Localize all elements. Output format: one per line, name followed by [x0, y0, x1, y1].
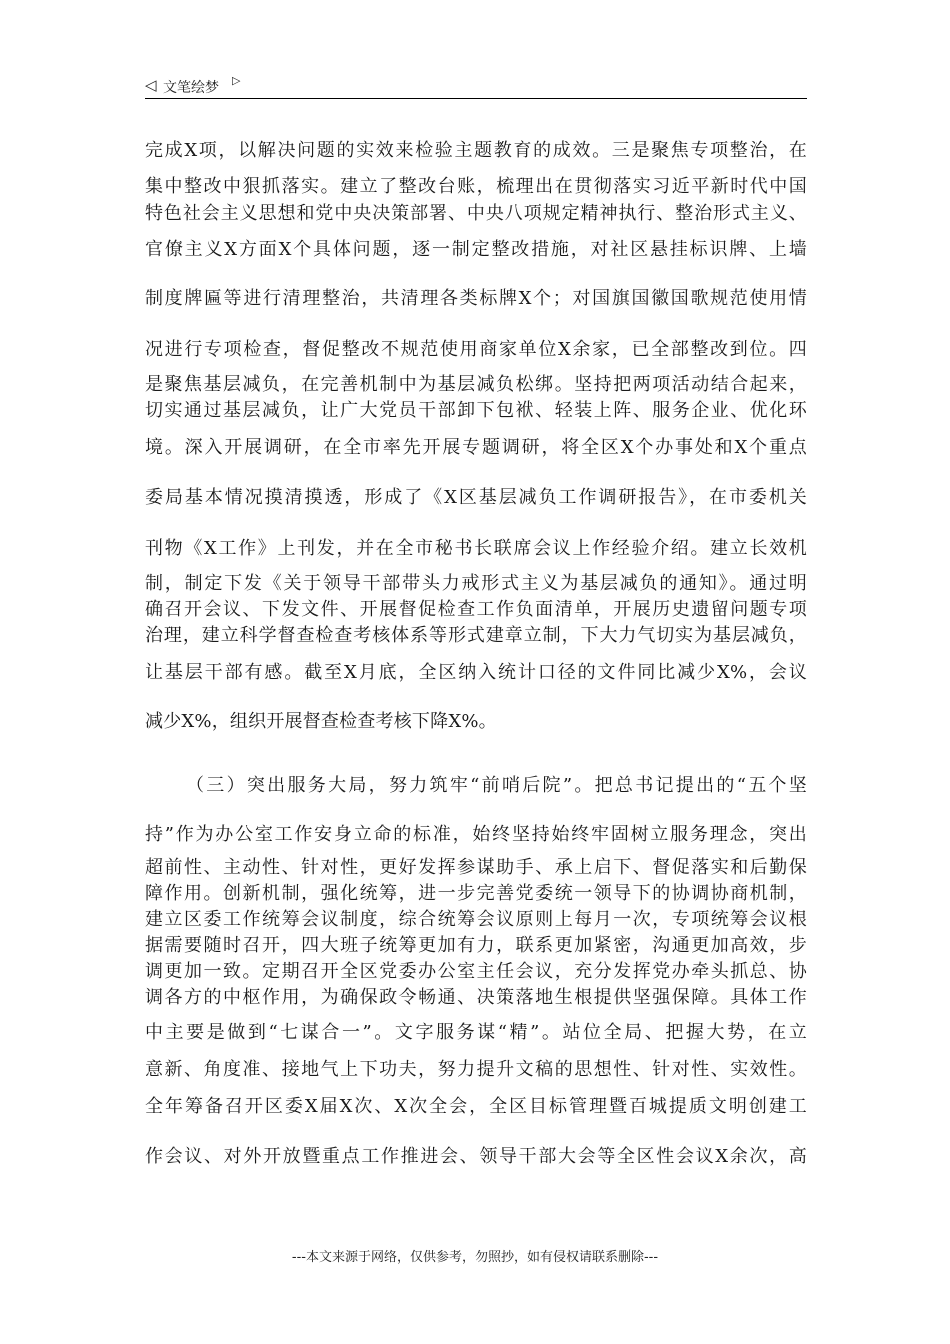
body-line: 减少X%，组织开展督查检查考核下降X%。 [145, 711, 497, 732]
body-line: 治理，建立科学督查检查考核体系等形式建章立制，下大力气切实为基层减负， [145, 625, 807, 646]
right-triangle-icon: ▷ [232, 74, 241, 87]
body-line: 让基层干部有感。截至X月底，全区纳入统计口径的文件同比减少X%，会议 [145, 662, 807, 683]
body-line: 制，制定下发《关于领导干部带头力戒形式主义为基层减负的通知》。通过明 [145, 573, 807, 594]
section-heading-line: （三）突出服务大局，努力筑牢“前哨后院”。把总书记提出的“五个坚 [186, 775, 807, 796]
left-triangle-icon: ◁ [145, 76, 157, 94]
body-line: 刊物《X工作》上刊发，并在全市秘书长联席会议上作经验介绍。建立长效机 [145, 538, 807, 559]
body-line: 据需要随时召开，四大班子统筹更加有力，联系更加紧密，沟通更加高效，步 [145, 935, 807, 956]
body-line: 委局基本情况摸清摸透，形成了《X区基层减负工作调研报告》，在市委机关 [145, 487, 807, 508]
body-line: 调更加一致。定期召开全区党委办公室主任会议，充分发挥党办牵头抓总、协 [145, 961, 807, 982]
body-line: 集中整改中狠抓落实。建立了整改台账，梳理出在贯彻落实习近平新时代中国 [145, 176, 807, 197]
body-line: 作会议、对外开放暨重点工作推进会、领导干部大会等全区性会议X余次，高 [145, 1146, 807, 1167]
body-line: 确召开会议、下发文件、开展督促检查工作负面清单，开展历史遗留问题专项 [145, 599, 807, 620]
body-line: 全年筹备召开区委X届X次、X次全会，全区目标管理暨百城提质文明创建工 [145, 1096, 807, 1117]
body-line: 况进行专项检查，督促整改不规范使用商家单位X余家，已全部整改到位。四 [145, 339, 807, 360]
body-line: 持”作为办公室工作安身立命的标准，始终坚持始终牢固树立服务理念，突出 [145, 824, 807, 845]
body-line: 境。深入开展调研，在全市率先开展专题调研，将全区X个办事处和X个重点 [145, 437, 807, 458]
body-line: 切实通过基层减负，让广大党员干部卸下包袱、轻装上阵、服务企业、优化环 [145, 400, 807, 421]
body-line: 制度牌匾等进行清理整治，共清理各类标牌X个；对国旗国徽国歌规范使用情 [145, 288, 807, 309]
page-header [145, 74, 807, 99]
body-line: 是聚焦基层减负，在完善机制中为基层减负松绑。坚持把两项活动结合起来， [145, 374, 807, 395]
body-line: 障作用。创新机制，强化统筹，进一步完善党委统一领导下的协调协商机制， [145, 883, 807, 904]
body-line: 官僚主义X方面X个具体问题，逐一制定整改措施，对社区悬挂标识牌、上墙 [145, 239, 807, 260]
header-title: 文笔绘梦 [163, 80, 219, 96]
footer-notice: ---本文来源于网络，仅供参考，勿照抄，如有侵权请联系删除--- [291, 1250, 659, 1265]
body-line: 完成X项，以解决问题的实效来检验主题教育的成效。三是聚焦专项整治，在 [145, 140, 807, 161]
body-line: 建立区委工作统筹会议制度，综合统筹会议原则上每月一次，专项统筹会议根 [145, 909, 807, 930]
body-line: 特色社会主义思想和党中央决策部署、中央八项规定精神执行、整治形式主义、 [145, 203, 807, 224]
body-line: 意新、角度准、接地气上下功夫，努力提升文稿的思想性、针对性、实效性。 [145, 1059, 807, 1080]
body-line: 调各方的中枢作用，为确保政令畅通、决策落地生根提供坚强保障。具体工作 [145, 987, 807, 1008]
body-line: 超前性、主动性、针对性，更好发挥参谋助手、承上启下、督促落实和后勤保 [145, 857, 807, 878]
body-line: 中主要是做到“七谋合一”。文字服务谋“精”。站位全局、把握大势，在立 [145, 1022, 807, 1043]
